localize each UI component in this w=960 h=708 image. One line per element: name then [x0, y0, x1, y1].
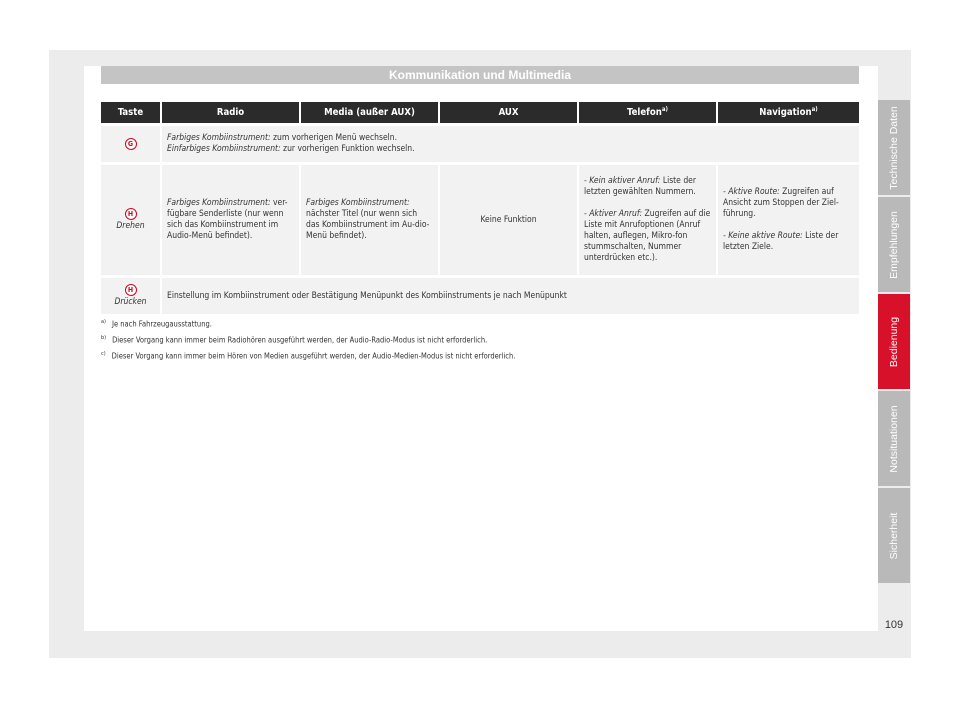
side-tab-technische-daten[interactable]: Technische Daten: [878, 100, 910, 195]
col-header-media: Media (außer AUX): [301, 102, 440, 123]
cell-media: Farbiges Kombiinstrument: nächster Titel (nur wenn sich das Kombiinstrument im Au-dio-Menü befindet).: [301, 162, 440, 275]
section-title: Kommunikation und Multimedia: [101, 66, 859, 84]
key-cell: [101, 123, 162, 162]
side-tab-empfehlungen[interactable]: Empfehlungen: [878, 197, 910, 292]
footnote: $^{b)}$ Dieser Vorgang kann immer beim Radiohören ausgeführt werden, der Audio-Radio-Modus ist nicht erforderlich.: [101, 335, 488, 345]
col-header-aux: AUX: [440, 102, 579, 123]
col-header-telefon: Telefon$^{a)}$: [579, 102, 718, 123]
row-g-description: Farbiges Kombiinstrument: zum vorherigen Menü wechseln. Einfarbiges Kombiinstrument: zur vorherigen Funktion wechseln.: [162, 123, 859, 162]
col-header-taste: Taste: [101, 102, 162, 123]
cell-radio: Farbiges Kombiinstrument: ver-fügbare Senderliste (nur wenn sich das Kombiinstrument im Audio-Menü befindet).: [162, 162, 301, 275]
side-tab-sicherheit[interactable]: Sicherheit: [878, 488, 910, 583]
col-header-radio: Radio: [162, 102, 301, 123]
footnote: $^{a)}$ Je nach Fahrzeugausstattung.: [101, 319, 212, 329]
page-number: 109: [884, 619, 904, 631]
footnote: $^{c)}$ Dieser Vorgang kann immer beim Hören von Medien ausgeführt werden, der Audio-Medien-Modus ist nicht erforderlich.: [101, 351, 516, 361]
col-header-navigation: Navigation$^{a)}$: [718, 102, 859, 123]
footnote-ref: a): [811, 106, 818, 114]
key-h-icon: H: [125, 284, 137, 296]
table-row-h-drehen: [101, 162, 859, 275]
row-h-druecken-description: Einstellung im Kombiinstrument oder Bestätigung Menüpunkt des Kombiinstruments je nach Menüpunkt: [162, 275, 859, 314]
key-cell: [101, 162, 162, 275]
key-cell: [101, 275, 162, 314]
cell-navigation: - Aktive Route: Zugreifen auf Ansicht zum Stoppen der Ziel-führung. - Keine aktive Route: Liste der letzten Ziele.: [718, 162, 859, 275]
table-row-h-druecken: [101, 275, 859, 314]
controls-table: [101, 102, 859, 314]
footnote-ref: a): [661, 106, 668, 114]
key-action-label: Drücken: [114, 297, 147, 307]
key-h-icon: H: [125, 208, 137, 220]
table-row-g: [101, 123, 859, 162]
table-header-row: [101, 102, 859, 123]
key-g-icon: G: [125, 138, 137, 150]
cell-telefon: - Kein aktiver Anruf: Liste der letzten gewählten Nummern. - Aktiver Anruf: Zugreifen auf die Liste mit Anrufoptionen (Anruf halten, auflegen, Mikro-fon stummschalten, Nummer unterdrücken etc.).: [579, 162, 718, 275]
cell-aux: Keine Funktion: [440, 162, 579, 275]
side-tab-notsituationen[interactable]: Notsituationen: [878, 391, 910, 486]
side-tab-bedienung[interactable]: Bedienung: [878, 294, 910, 389]
key-action-label: Drehen: [116, 221, 145, 231]
